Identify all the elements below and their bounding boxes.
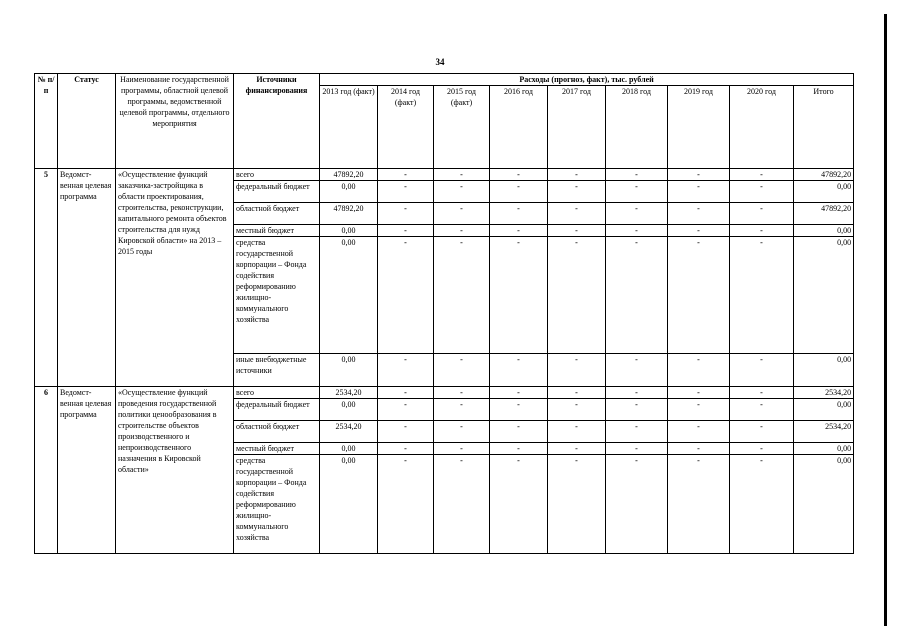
expense-value: - — [668, 181, 730, 203]
expense-value: - — [434, 181, 490, 203]
expense-value: - — [548, 399, 606, 421]
expense-value: 0,00 — [794, 237, 854, 354]
expense-value: - — [606, 399, 668, 421]
expense-value: - — [606, 443, 668, 455]
expense-value: - — [606, 169, 668, 181]
margin-rule — [884, 14, 887, 626]
expense-value: - — [548, 354, 606, 387]
funding-source: местный бюджет — [234, 225, 320, 237]
funding-source: средства государственной корпорации – Фонда содействия реформированию жилищно-коммунального хозяйства — [234, 455, 320, 554]
header-name: Наименование государственной программы, областной целевой программы, ведомственной целевой программы, отдельного мероприятия — [116, 74, 234, 169]
table-row — [35, 169, 854, 181]
expense-value: - — [434, 225, 490, 237]
table-header — [35, 74, 854, 169]
table-body — [35, 169, 854, 554]
expense-value: 2534,20 — [320, 387, 378, 399]
expense-value: 47892,20 — [320, 169, 378, 181]
expense-value: - — [730, 237, 794, 354]
expense-value: 0,00 — [320, 455, 378, 554]
expense-value: - — [378, 399, 434, 421]
expense-value: 0,00 — [794, 225, 854, 237]
expense-value: - — [378, 169, 434, 181]
expense-value: - — [434, 169, 490, 181]
expense-value: 0,00 — [794, 181, 854, 203]
expense-value: - — [490, 203, 548, 225]
funding-source: федеральный бюджет — [234, 181, 320, 203]
expense-value: - — [434, 354, 490, 387]
expense-value: - — [490, 169, 548, 181]
expense-value: - — [730, 421, 794, 443]
header-expenses: Расходы (прогноз, факт), тыс. рублей — [320, 74, 854, 86]
expense-value: 0,00 — [320, 237, 378, 354]
program-name: «Осуществление функций заказчика-застройщика в области проектирования, строительства, реконструкции, капитального ремонта объектов строительства для нужд Кировской области» на 2013 – 2015 годы — [116, 169, 234, 387]
funding-source: всего — [234, 169, 320, 181]
expense-value: - — [490, 354, 548, 387]
expense-value: - — [490, 237, 548, 354]
expense-value: 0,00 — [320, 443, 378, 455]
expense-value: - — [434, 443, 490, 455]
expense-value: - — [730, 443, 794, 455]
funding-source: областной бюджет — [234, 421, 320, 443]
expense-value: - — [730, 225, 794, 237]
expense-value: 0,00 — [794, 399, 854, 421]
header-year: Итого — [794, 86, 854, 169]
expense-value: - — [548, 387, 606, 399]
expense-value: - — [378, 181, 434, 203]
expense-value: - — [668, 354, 730, 387]
header-year: 2013 год (факт) — [320, 86, 378, 169]
funding-source: всего — [234, 387, 320, 399]
expense-value: 0,00 — [320, 399, 378, 421]
expense-value: - — [548, 421, 606, 443]
row-number: 6 — [35, 387, 58, 554]
expense-value: - — [378, 387, 434, 399]
expense-value: - — [434, 237, 490, 354]
expense-value: - — [378, 225, 434, 237]
expense-value: - — [434, 387, 490, 399]
expense-value: - — [730, 399, 794, 421]
header-year: 2015 год (факт) — [434, 86, 490, 169]
funding-source: средства государственной корпорации – Фонда содействия реформированию жилищно-коммунального хозяйства — [234, 237, 320, 354]
expense-value: - — [490, 387, 548, 399]
expense-value: - — [378, 455, 434, 554]
program-status: Ведомст-венная целевая программа — [58, 169, 116, 387]
expense-value: - — [606, 225, 668, 237]
expense-value: - — [434, 421, 490, 443]
expense-value: - — [668, 399, 730, 421]
expense-value: - — [730, 169, 794, 181]
expense-value: - — [606, 455, 668, 554]
expense-value: - — [730, 455, 794, 554]
expense-value: - — [490, 399, 548, 421]
expense-value: 0,00 — [320, 181, 378, 203]
expense-value: - — [668, 455, 730, 554]
expense-value: 0,00 — [794, 455, 854, 554]
expense-value: 47892,20 — [794, 169, 854, 181]
expense-value: - — [378, 421, 434, 443]
header-no: № п/п — [35, 74, 58, 169]
header-status: Статус — [58, 74, 116, 169]
expense-value: - — [378, 237, 434, 354]
expense-value: - — [668, 169, 730, 181]
expense-value: 47892,20 — [794, 203, 854, 225]
expense-value: - — [490, 225, 548, 237]
header-source: Источники финансирования — [234, 74, 320, 169]
row-number: 5 — [35, 169, 58, 387]
expense-value: - — [606, 354, 668, 387]
expense-value: - — [548, 455, 606, 554]
expense-value: 47892,20 — [320, 203, 378, 225]
expense-value: - — [730, 181, 794, 203]
expense-value: - — [490, 421, 548, 443]
page-number: 34 — [435, 57, 445, 67]
expense-value: - — [606, 421, 668, 443]
expenses-table — [34, 73, 854, 554]
expense-value: - — [490, 443, 548, 455]
expense-value: 2534,20 — [794, 387, 854, 399]
program-name: «Осуществление функций проведения государственной политики ценообразования в строительстве объектов производственного и непроизводственного назначения в Кировской области» — [116, 387, 234, 554]
header-year: 2016 год — [490, 86, 548, 169]
expense-value: 2534,20 — [794, 421, 854, 443]
expense-value: - — [668, 443, 730, 455]
expense-value: - — [668, 225, 730, 237]
header-year: 2017 год — [548, 86, 606, 169]
funding-source: областной бюджет — [234, 203, 320, 225]
header-year: 2014 год (факт) — [378, 86, 434, 169]
expense-value: - — [378, 443, 434, 455]
header-year: 2018 год — [606, 86, 668, 169]
expense-value: - — [730, 387, 794, 399]
expense-value: - — [730, 354, 794, 387]
funding-source: федеральный бюджет — [234, 399, 320, 421]
expense-value: - — [668, 237, 730, 354]
funding-source: иные внебюджетные источники — [234, 354, 320, 387]
expense-value: - — [606, 181, 668, 203]
expense-value: - — [548, 169, 606, 181]
expense-value: 0,00 — [794, 443, 854, 455]
expense-value: - — [490, 181, 548, 203]
expense-value: - — [606, 387, 668, 399]
expense-value: - — [434, 455, 490, 554]
header-year: 2020 год — [730, 86, 794, 169]
expense-value: - — [378, 354, 434, 387]
expense-value: - — [668, 203, 730, 225]
expense-value: 0,00 — [320, 225, 378, 237]
expense-value: - — [548, 203, 606, 225]
expense-value: - — [548, 225, 606, 237]
header-year: 2019 год — [668, 86, 730, 169]
expense-value: - — [378, 203, 434, 225]
expense-value: - — [490, 455, 548, 554]
expense-value: - — [434, 399, 490, 421]
expense-value: 2534,20 — [320, 421, 378, 443]
expense-value: - — [434, 203, 490, 225]
program-status: Ведомст-венная целевая программа — [58, 387, 116, 554]
expense-value: - — [606, 203, 668, 225]
expense-value: - — [668, 387, 730, 399]
expense-value: - — [730, 203, 794, 225]
expense-value: - — [606, 237, 668, 354]
expense-value: - — [548, 181, 606, 203]
expense-value: - — [668, 421, 730, 443]
expense-value: 0,00 — [320, 354, 378, 387]
funding-source: местный бюджет — [234, 443, 320, 455]
expense-value: 0,00 — [794, 354, 854, 387]
expense-value: - — [548, 443, 606, 455]
table-row — [35, 387, 854, 399]
expense-value: - — [548, 237, 606, 354]
